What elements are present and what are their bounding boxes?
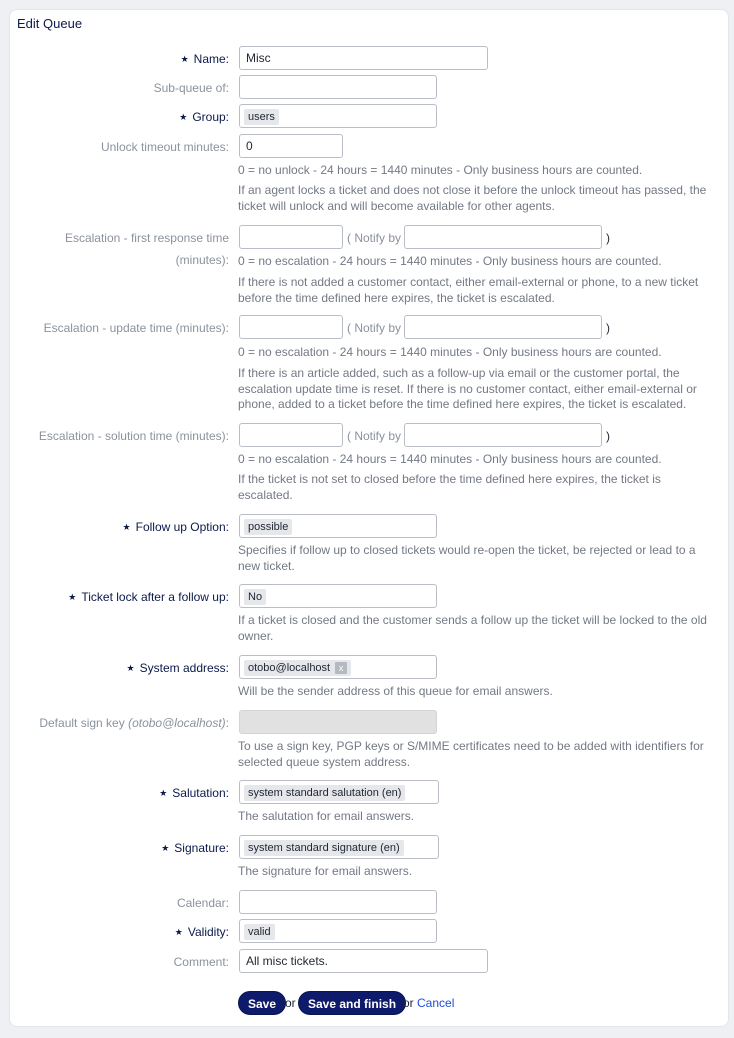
subqueue-select[interactable] <box>239 75 437 99</box>
sysaddr-hint: Will be the sender address of this queue for email answers. <box>238 684 553 698</box>
esc-first-input[interactable] <box>239 225 343 249</box>
salutation-tag: system standard salutation (en) <box>244 785 405 801</box>
validity-select[interactable] <box>239 919 437 943</box>
name-input[interactable]: Misc <box>239 46 488 70</box>
esc-first-close-paren: ) <box>606 231 610 245</box>
sysaddr-tag <box>244 660 351 676</box>
sysaddr-label: ★ System address: <box>127 660 229 676</box>
followup-hint: Specifies if follow up to closed tickets would re-open the ticket, be rejected or lead to a new ticket. <box>238 543 696 573</box>
signkey-label-prefix: Default sign key <box>39 716 125 730</box>
signkey-hint: To use a sign key, PGP keys or S/MIME certificates need to be added with identifiers for selected queue system address. <box>238 739 704 769</box>
signkey-label-address: (otobo@localhost) <box>128 716 226 730</box>
ticketlock-label: ★ Ticket lock after a follow up: <box>68 589 229 605</box>
save-button[interactable]: Save <box>238 991 286 1015</box>
esc-solution-close-paren: ) <box>606 429 610 443</box>
esc-first-hint-1: 0 = no escalation - 24 hours = 1440 minutes - Only business hours are counted. <box>238 254 662 268</box>
esc-solution-hint-1: 0 = no escalation - 24 hours = 1440 minutes - Only business hours are counted. <box>238 452 662 466</box>
group-select[interactable] <box>239 104 437 128</box>
esc-update-hint-1: 0 = no escalation - 24 hours = 1440 minutes - Only business hours are counted. <box>238 345 662 359</box>
validity-label: ★ Validity: <box>175 924 229 940</box>
esc-solution-label: Escalation - solution time (minutes): <box>38 429 229 443</box>
unlock-input[interactable]: 0 <box>239 134 343 158</box>
save-and-finish-button[interactable]: Save and finish <box>298 991 406 1015</box>
salutation-label: ★ Salutation: <box>159 785 229 801</box>
unlock-label: Unlock timeout minutes: <box>100 140 229 154</box>
validity-tag: valid <box>244 924 275 940</box>
remove-tag-icon[interactable]: x <box>335 662 347 674</box>
followup-tag: possible <box>244 519 292 535</box>
esc-first-label-1: Escalation - first response time <box>64 231 229 245</box>
esc-first-label-2: (minutes): <box>175 253 229 267</box>
esc-update-hint-2: If there is an article added, such as a follow-up via email or the customer portal, the escalation update time is reset. If there is no customer contact, either email-external or phone, added to a ticket before the time defined here expires, the ticket is escalated. <box>238 366 697 411</box>
signkey-select <box>239 710 437 734</box>
calendar-select[interactable] <box>239 890 437 914</box>
esc-update-notify-select[interactable] <box>404 315 602 339</box>
unlock-hint-2: If an agent locks a ticket and does not close it before the unlock timeout has passed, the ticket will unlock and will become available for other agents. <box>238 183 707 213</box>
followup-label: ★ Follow up Option: <box>123 519 229 535</box>
panel-title: Edit Queue <box>17 16 83 31</box>
esc-update-label: Escalation - update time (minutes): <box>43 321 229 335</box>
group-tag: users <box>244 109 279 125</box>
esc-solution-notify-select[interactable] <box>404 423 602 447</box>
unlock-hint-1: 0 = no unlock - 24 hours = 1440 minutes - Only business hours are counted. <box>238 163 643 177</box>
esc-solution-input[interactable] <box>239 423 343 447</box>
esc-solution-hint-2: If the ticket is not set to closed before the time defined here expires, the ticket is escalated. <box>238 472 661 502</box>
calendar-label: Calendar: <box>176 896 229 910</box>
esc-update-input[interactable] <box>239 315 343 339</box>
salutation-hint: The salutation for email answers. <box>238 809 415 823</box>
signature-label: ★ Signature: <box>161 840 229 856</box>
salutation-select[interactable] <box>239 780 439 804</box>
followup-select[interactable] <box>239 514 437 538</box>
esc-first-notify-label: ( Notify by <box>347 231 402 245</box>
or-text-1: or <box>285 996 296 1010</box>
esc-solution-notify-label: ( Notify by <box>347 429 402 443</box>
sysaddr-select[interactable] <box>239 655 437 679</box>
cancel-link[interactable]: Cancel <box>417 996 455 1010</box>
subqueue-label: Sub-queue of: <box>153 81 229 95</box>
signkey-label-suffix: : <box>225 716 229 730</box>
signkey-label <box>39 715 229 731</box>
ticketlock-hint: If a ticket is closed and the customer sends a follow up the ticket will be locked to the old owner. <box>238 613 707 643</box>
signature-select[interactable] <box>239 835 439 859</box>
ticketlock-tag: No <box>244 589 266 605</box>
signature-tag: system standard signature (en) <box>244 840 404 856</box>
comment-label: Comment: <box>173 955 229 969</box>
or-text-2: or <box>403 996 414 1010</box>
ticketlock-select[interactable] <box>239 584 437 608</box>
comment-input[interactable]: All misc tickets. <box>239 949 488 973</box>
esc-update-close-paren: ) <box>606 321 610 335</box>
group-label: ★ Group: <box>179 109 229 125</box>
esc-update-notify-label: ( Notify by <box>347 321 402 335</box>
esc-first-notify-select[interactable] <box>404 225 602 249</box>
signature-hint: The signature for email answers. <box>238 864 413 878</box>
sysaddr-tag-text: otobo@localhost <box>248 662 331 674</box>
esc-first-hint-2: If there is not added a customer contact, either email-external or phone, to a new ticket before the time defined here expires, the ticket is escalated. <box>238 275 699 305</box>
name-label: ★ Name: <box>181 51 229 67</box>
